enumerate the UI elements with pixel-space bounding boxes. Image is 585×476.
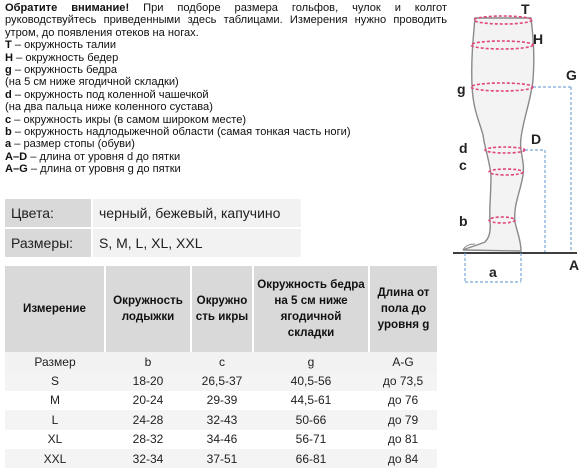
definition-text: – окружность бедер: [13, 51, 119, 64]
definition-item: [5, 64, 447, 76]
definition-item: [5, 76, 447, 88]
table-cell: до 79: [369, 410, 437, 429]
notice-text: При подборе размера гольфов, чулок и колгот руководствуйтесь приведенными здесь таблицами. Измерения нужно проводить утром, до появления отеков на ногах.: [5, 2, 447, 39]
definition-key: b: [5, 126, 12, 139]
product-info-table: [5, 199, 301, 257]
table-cell: A-G: [369, 352, 437, 371]
label-d: d: [459, 140, 468, 156]
label-a: a: [489, 264, 497, 280]
table-cell: g: [253, 352, 369, 371]
table-cell: 20-24: [105, 391, 191, 410]
table-cell: до 81: [369, 430, 437, 449]
table-cell: 44,5-61: [253, 391, 369, 410]
sizes-value: S, M, L, XL, XXL: [92, 228, 301, 257]
sizes-label: Размеры:: [5, 228, 92, 257]
table-cell: 32-34: [105, 449, 191, 468]
table-row: [5, 449, 437, 468]
definition-item: [5, 151, 447, 163]
definition-key: A–D: [5, 150, 28, 163]
definition-key: A–G: [5, 163, 28, 176]
table-row: [5, 352, 437, 371]
table-cell: до 73,5: [369, 371, 437, 390]
table-cell: c: [191, 352, 253, 371]
definition-key: g: [5, 64, 12, 77]
notes-block: [5, 2, 447, 176]
table-cell: 32-43: [191, 410, 253, 429]
table-cell: XL: [5, 430, 105, 449]
table-cell: b: [105, 352, 191, 371]
table-cell: до 76: [369, 391, 437, 410]
definition-text: – окружность бедра: [11, 64, 118, 77]
table-header-row: [5, 266, 437, 352]
header-thigh: Окружность бедра на 5 см ниже ягодичной складки: [253, 266, 369, 352]
table-cell: 56-71: [253, 430, 369, 449]
label-T: T: [521, 1, 530, 17]
size-chart-table: [5, 266, 437, 468]
header-measurement: Измерение: [5, 266, 105, 352]
table-cell: 37-51: [191, 449, 253, 468]
definition-text: (на два пальца ниже коленного сустава): [5, 101, 213, 114]
table-cell: 29-39: [191, 391, 253, 410]
table-cell: до 84: [369, 449, 437, 468]
table-cell: Размер: [5, 352, 105, 371]
colors-row: [5, 199, 301, 228]
table-cell: 26,5-37: [191, 371, 253, 390]
definition-key: d: [5, 88, 12, 101]
definition-item: [5, 114, 447, 126]
label-g: g: [457, 81, 466, 97]
notice-title: Обратите внимание!: [5, 2, 130, 14]
label-H: H: [533, 31, 544, 47]
definition-text: – окружность талии: [11, 39, 117, 52]
label-A: A: [569, 257, 580, 273]
definition-text: – окружность икры (в самом широком месте): [11, 113, 247, 126]
definition-item: [5, 138, 447, 150]
header-length: Длина от пола до уровня g: [369, 266, 437, 352]
table-cell: 18-20: [105, 371, 191, 390]
definition-key: c: [5, 113, 12, 126]
definition-item: [5, 89, 447, 101]
label-c: c: [459, 157, 467, 173]
definition-text: – окружность надлодыжечной области (самая тонкая часть ноги): [11, 126, 351, 139]
label-G: G: [566, 67, 577, 83]
definition-item: [5, 126, 447, 138]
table-cell: 24-28: [105, 410, 191, 429]
label-b: b: [459, 213, 468, 229]
table-row: [5, 430, 437, 449]
table-cell: L: [5, 410, 105, 429]
definition-key: T: [5, 39, 12, 52]
table-cell: XXL: [5, 449, 105, 468]
colors-value: черный, бежевый, капучино: [92, 199, 301, 228]
definition-text: – длина от уровня d до пятки: [27, 150, 181, 163]
colors-label: Цвета:: [5, 199, 92, 228]
definition-item: [5, 101, 447, 113]
notice-paragraph: [5, 2, 447, 39]
definition-item: [5, 52, 447, 64]
table-cell: M: [5, 391, 105, 410]
definition-text: – окружность под коленной чашечкой: [11, 88, 209, 101]
leg-outline: [463, 18, 534, 251]
table-cell: 66-81: [253, 449, 369, 468]
definition-item: [5, 39, 447, 51]
definition-text: (на 5 см ниже ягодичной складки): [5, 76, 179, 89]
table-cell: S: [5, 371, 105, 390]
definition-text: – длина от уровня g до пятки: [27, 163, 181, 176]
definition-text: – размер стопы (обуви): [11, 138, 135, 151]
sizes-row: [5, 228, 301, 257]
table-row: [5, 410, 437, 429]
table-cell: 34-46: [191, 430, 253, 449]
header-calf: Окружно сть икры: [191, 266, 253, 352]
definition-key: H: [5, 51, 14, 64]
table-cell: 40,5-56: [253, 371, 369, 390]
header-ankle: Окружность лодыжки: [105, 266, 191, 352]
label-D: D: [531, 131, 542, 147]
table-cell: 28-32: [105, 430, 191, 449]
leg-measurement-diagram: [445, 0, 585, 290]
definition-item: [5, 163, 447, 175]
table-row: [5, 371, 437, 390]
definitions-list: [5, 39, 447, 175]
table-cell: 50-66: [253, 410, 369, 429]
definition-key: a: [5, 138, 12, 151]
table-row: [5, 391, 437, 410]
